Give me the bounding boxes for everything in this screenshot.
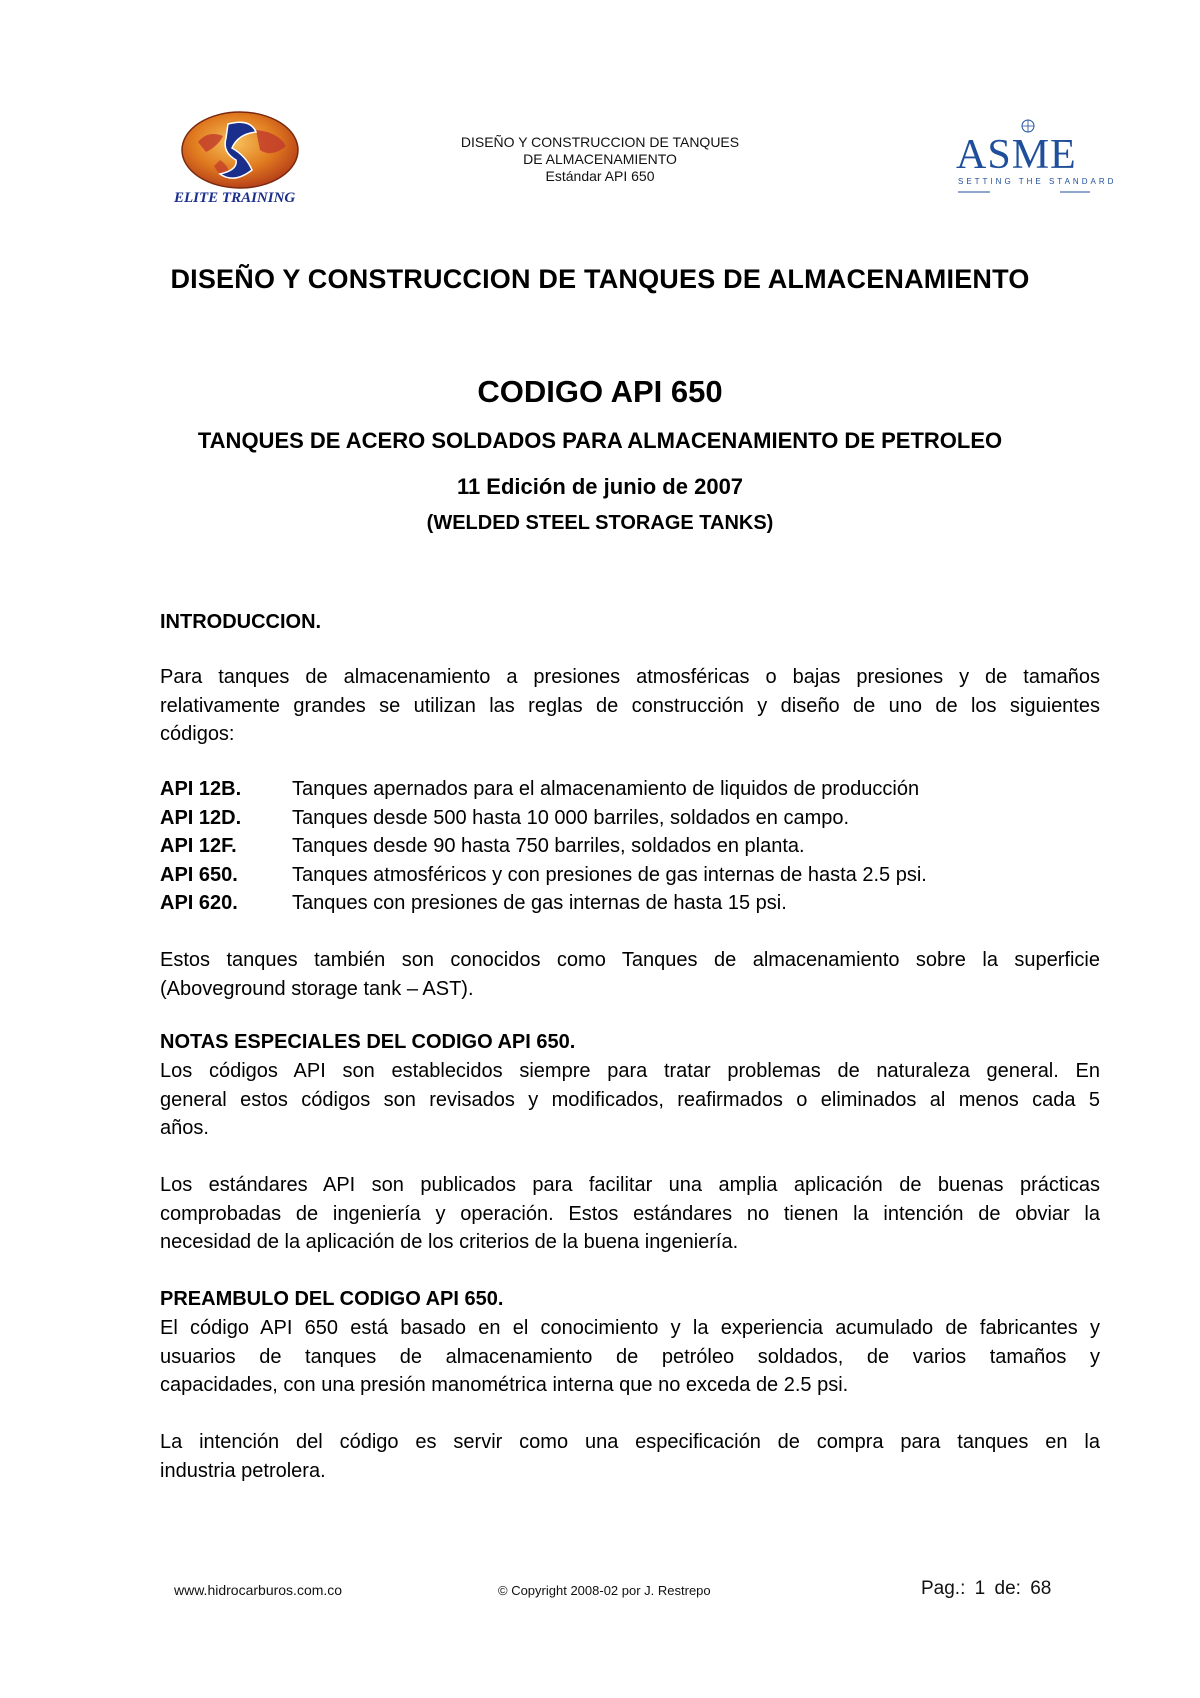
preambulo-p1-line-3: capacidades, con una presión manométrica interna que no exceda de 2.5 psi. [160,1374,849,1396]
notas-p2-line-2: comprobadas de ingeniería y operación. Estos estándares no tienen la intención de obviar la [160,1202,1100,1225]
running-header [440,134,760,185]
page-indicator [921,1578,1051,1600]
english-title: (WELDED STEEL STORAGE TANKS) [426,512,774,534]
code-description: Tanques desde 500 hasta 10 000 barriles, soldados en campo. [292,806,850,829]
notas-paragraph-1 [160,1057,1100,1143]
of-label: de: [994,1578,1021,1599]
preambulo-p2-line-2: industria petrolera. [160,1459,326,1482]
ast-line-2: (Aboveground storage tank – AST). [160,977,474,1000]
code-row [160,775,1100,804]
edition-line: 11 Edición de junio de 2007 [456,474,744,499]
notas-paragraph-2 [160,1171,1100,1257]
page-number: 1 [974,1578,986,1599]
preambulo-paragraph-1 [160,1314,1100,1400]
intro-line-1: Para tanques de almacenamiento a presiones atmosféricas o bajas presiones y de tamaños [160,666,1100,688]
code-key: API 620. [160,892,238,914]
svg-text:ASME: ASME [956,132,1077,178]
header-line-3: Estándar API 650 [545,168,655,184]
preambulo-p2-line-1: La intención del código es servir como una especificación de compra para tanques en la [160,1431,1100,1453]
document-title: DISEÑO Y CONSTRUCCION DE TANQUES DE ALMACENAMIENTO [170,264,1030,294]
asme-logo [950,116,1117,200]
elite-training-logo [168,112,316,208]
intro-paragraph [160,663,1100,749]
code-key: API 650. [160,863,238,886]
preambulo-paragraph-2 [160,1428,1100,1485]
notas-p1-line-2: general estos códigos son revisados y modificados, reafirmados o eliminados al menos cada 5 [160,1088,1100,1111]
notas-p2-line-1: Los estándares API son publicados para facilitar una amplia aplicación de buenas prácticas [160,1174,1100,1196]
code-row [160,804,1100,833]
ast-paragraph [160,946,1100,1003]
svg-text:SETTING THE STANDARD: SETTING THE STANDARD [958,177,1117,186]
svg-text:ELITE TRAINING: ELITE TRAINING [174,190,296,206]
footer-website: www.hidrocarburos.com.co [174,1582,343,1598]
code-key: API 12B. [160,778,242,800]
notas-p2-line-3: necesidad de la aplicación de los criterios de la buena ingeniería. [160,1231,739,1253]
notas-p1-line-1: Los códigos API son establecidos siempre para tratar problemas de naturaleza general. En [160,1060,1100,1082]
page-label: Pag.: [921,1578,966,1599]
code-row [160,832,1100,861]
notas-heading: NOTAS ESPECIALES DEL CODIGO API 650. [160,1031,576,1053]
code-key: API 12F. [160,835,237,857]
notas-p1-line-3: años. [160,1117,209,1139]
header-line-1: DISEÑO Y CONSTRUCCION DE TANQUES [460,134,740,150]
code-description: Tanques apernados para el almacenamiento de liquidos de producción [292,778,920,800]
code-title: CODIGO API 650 [477,374,723,409]
code-key: API 12D. [160,806,242,829]
preambulo-heading: PREAMBULO DEL CODIGO API 650. [160,1288,504,1310]
code-row [160,889,1100,918]
code-row [160,861,1100,890]
api-code-list [160,775,1100,918]
intro-heading: INTRODUCCION. [160,611,322,633]
ast-line-1: Estos tanques también son conocidos como Tanques de almacenamiento sobre la superficie [160,949,1100,971]
intro-line-3: códigos: [160,723,235,745]
code-description: Tanques desde 90 hasta 750 barriles, soldados en planta. [292,835,805,857]
preambulo-p1-line-2: usuarios de tanques de almacenamiento de petróleo soldados, de varios tamaños y [160,1345,1100,1368]
document-subtitle: TANQUES DE ACERO SOLDADOS PARA ALMACENAMIENTO DE PETROLEO [197,428,1003,453]
header-line-2: DE ALMACENAMIENTO [523,151,677,167]
total-pages: 68 [1030,1578,1052,1599]
preambulo-p1-line-1: El código API 650 está basado en el conocimiento y la experiencia acumulado de fabricantes y [160,1317,1100,1339]
footer-copyright: © Copyright 2008-02 por J. Restrepo [498,1583,711,1598]
elite-globe-icon [168,112,316,208]
code-description: Tanques con presiones de gas internas de hasta 15 psi. [292,892,787,914]
intro-line-2: relativamente grandes se utilizan las reglas de construcción y diseño de uno de los siguientes [160,694,1100,717]
code-description: Tanques atmosféricos y con presiones de gas internas de hasta 2.5 psi. [292,863,927,886]
asme-logo-icon [950,116,1117,200]
